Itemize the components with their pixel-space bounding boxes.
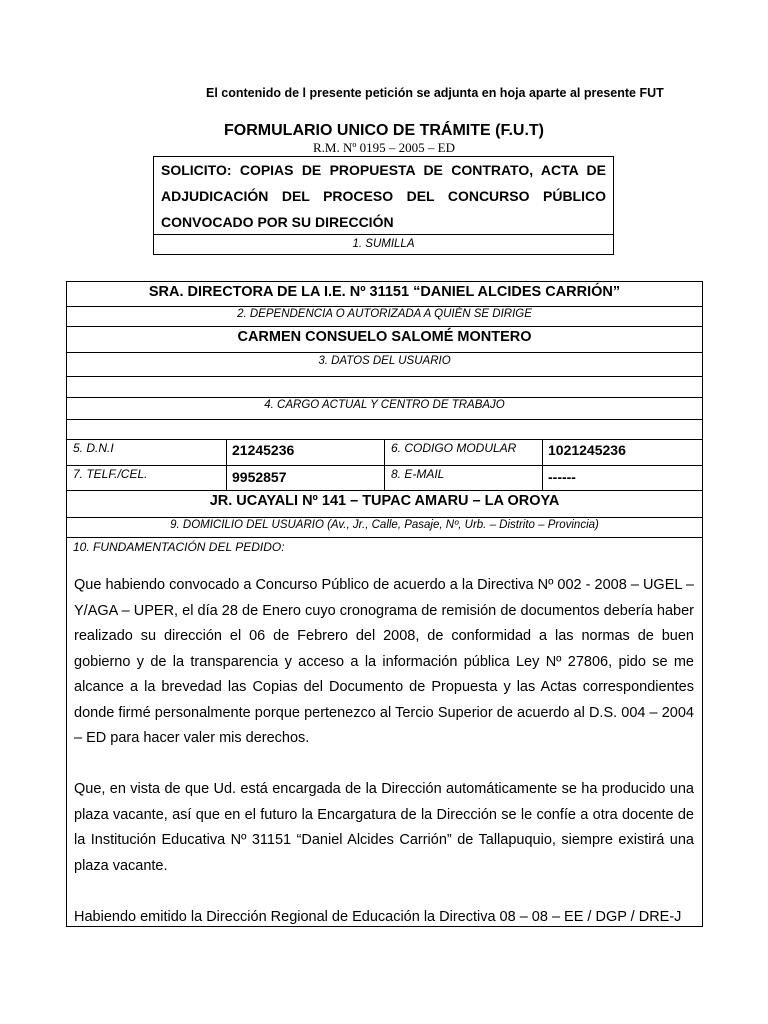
domicilio-label: 9. DOMICILIO DEL USUARIO (Av., Jr., Calle, Pasaje, Nº, Urb. – Distrito – Provincia) [67,518,702,538]
dni-codigo-row [67,440,702,466]
dependencia-label: 2. DEPENDENCIA O AUTORIZADA A QUIÉN SE DIRIGE [67,307,702,327]
dni-value: 21245236 [227,440,385,465]
dni-label: 5. D.N.I [67,440,227,465]
domicilio-value: JR. UCAYALI Nº 141 – TUPAC AMARU – LA OROYA [67,491,702,518]
form-title: FORMULARIO UNICO DE TRÁMITE (F.U.T) [224,122,544,139]
sumilla-label: 1. SUMILLA [154,234,613,254]
codigo-modular-value: 1021245236 [548,442,626,458]
attachment-note: El contenido de l presente petición se adjunta en hoja aparte al presente FUT [206,86,664,100]
solicito-text: SOLICITO: COPIAS DE PROPUESTA DE CONTRATO, ACTA DE ADJUDICACIÓN DEL PROCESO DEL CONCURSO PÚBLICO CONVOCADO POR SU DIRECCIÓN [161,162,606,230]
paragraph-1: Que habiendo convocado a Concurso Público de acuerdo a la Directiva Nº 002 - 2008 – UGEL – Y/AGA – UPER, el día 28 de Enero cuyo cronograma de remisión de documentos debería haber realizado su dirección el 06 de Febrero del 2008, de conformidad a las normas de buen gobierno y de la transparencia y acceso a la información pública Ley Nº 27806, pido se me alcance a la brevedad las Copias del Documento de Propuesta y las Actas correspondientes donde firmé personalmente porque pertenezco al Tercio Superior de acuerdo al D.S. 004 – 2004 – ED para hacer valer mis derechos. [74,577,694,746]
cargo-value [67,377,702,398]
resolution-number: R.M. Nº 0195 – 2005 – ED [313,140,455,155]
fundamentacion-label: 10. FUNDAMENTACIÓN DEL PEDIDO: [73,540,285,554]
dependencia-value: SRA. DIRECTORA DE LA I.E. Nº 31151 “DANIEL ALCIDES CARRIÓN” [67,282,702,307]
paragraph-2: Que, en vista de que Ud. está encargada de la Dirección automáticamente se ha producido una plaza vacante, así que en el futuro la Encargatura de la Dirección se le confíe a otra docente de la Institución Educativa Nº 31151 “Daniel Alcides Carrión” de Tallapuquio, siempre existirá una plaza vacante. [74,781,694,874]
usuario-value: CARMEN CONSUELO SALOMÉ MONTERO [67,327,702,353]
telf-label: 7. TELF./CEL. [67,466,227,490]
email-label: 8. E-MAIL [385,466,543,490]
fundamentacion-body [74,573,694,927]
paragraph-3: Habiendo emitido la Dirección Regional de Educación la Directiva 08 – 08 – EE / DGP / DRE-J [74,908,682,925]
telf-email-row [67,466,702,491]
email-value: ------ [548,469,576,485]
codigo-modular-label: 6. CODIGO MODULAR [385,440,543,465]
cargo-label: 4. CARGO ACTUAL Y CENTRO DE TRABAJO [67,398,702,420]
blank-row [67,420,702,440]
sumilla-box [153,156,614,255]
telf-value: 9952857 [227,466,385,490]
fut-form [66,281,703,927]
usuario-label: 3. DATOS DEL USUARIO [67,353,702,377]
